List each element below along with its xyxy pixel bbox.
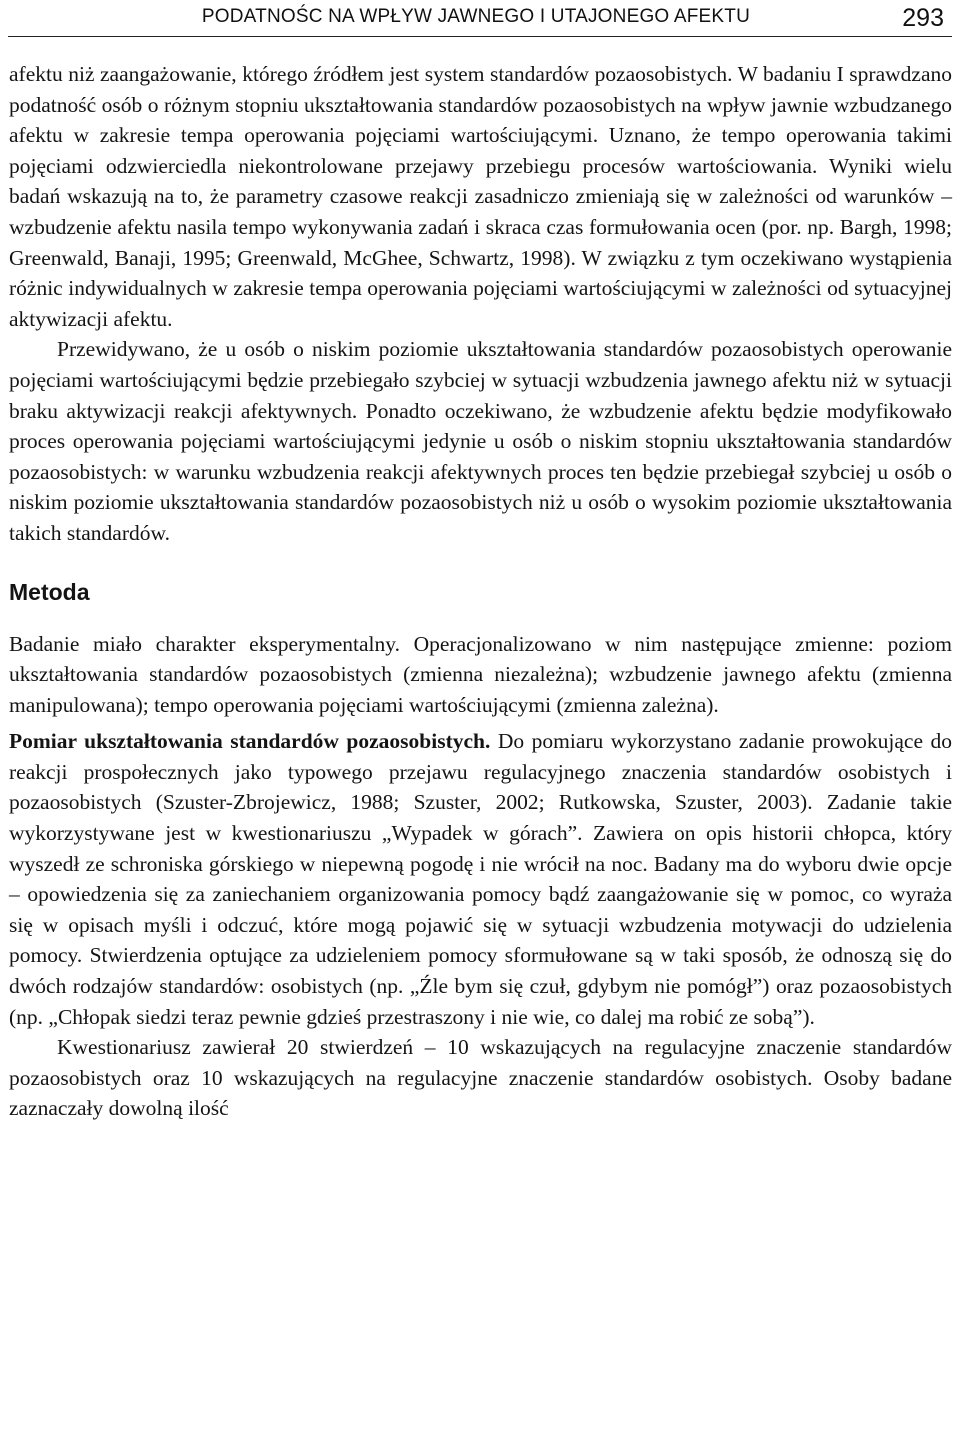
section-heading-method: Metoda <box>9 578 90 605</box>
paragraph-method-intro: Badanie miało charakter eksperymentalny. Operacjonalizowano w nim następujące zmienne: poziom ukształtowania standardów pozaosobistych (zmienna niezależna); wzbudzenie jawnego afektu (zmienna manipulowana); tempo operowania pojęciami wartościującymi (zmienna zależna). <box>9 631 952 717</box>
paragraph-questionnaire: Kwestionariusz zawierał 20 stwierdzeń – 10 wskazujących na regulacyjne znaczenie standardów pozaosobistych oraz 10 wskazujących na regulacyjne znaczenie standardów osobistych. Osoby badane zaznaczały dowolną ilość <box>9 1035 952 1121</box>
paragraph-hypotheses: Przewidywano, że u osób o niskim poziomie ukształtowania standardów pozaosobistych operowanie pojęciami wartościującymi będzie przebiegało szybciej w sytuacji wzbudzenia jawnego afektu niż w sytuacji braku aktywizacji reakcji afektywnych. Ponadto oczekiwano, że wzbudzenie afektu będzie modyfikowało proces operowania pojęciami wartościującymi jedynie u osób o niskim stopniu ukształtowania standardów pozaosobistych: w warunku wzbudzenia reakcji afektywnych proces ten będzie przebiegał szybciej u osób o niskim poziomie ukształtowania standardów pozaosobistych niż u osób o wysokim poziomie ukształtowania takich standardów. <box>9 337 952 545</box>
running-title: PODATNOŚC NA WPŁYW JAWNEGO I UTAJONEGO AFEKTU <box>201 6 750 27</box>
paragraph-measurement-text: Do pomiaru wykorzystano zadanie prowokujące do reakcji prospołecznych jako typowego przejawu regulacyjnego znaczenia standardów osobistych i pozaosobistych (Szuster-Zbrojewicz, 1988; Szuster, 2002; Rutkowska, Szuster, 2003). Zadanie takie wykorzystywane jest w kwestionariuszu „Wypadek w górach”. Zawiera on opis historii chłopca, który wyszedł ze schroniska górskiego w niepewną pogodę i nie wrócił na noc. Badany ma do wyboru dwie opcje – opowiedzenia się za zaniechaniem organizowania pomocy bądź zaangażowanie się w pomoc, co wyraża się w opisach myśli i odczuć, które mogą pojawić się w sytuacji wzbudzenia motywacji do udzielenia pomocy. Stwierdzenia optujące za udzieleniem pomocy sformułowane są w taki sposób, że odnoszą się do dwóch rodzajów standardów: osobistych (np. „Źle bym się czuł, gdybym nie pomógł”) oraz pozaosobistych (np. „Chłopak siedzi teraz pewnie gdzieś przestraszony i nie wie, co dalej ma robić ze sobą”). <box>9 729 952 1029</box>
paragraph-measurement <box>9 726 952 1032</box>
page-number: 293 <box>902 4 944 32</box>
run-in-heading-measurement: Pomiar ukształtowania standardów pozaosobistych. <box>9 729 491 754</box>
paragraph-continuation: afektu niż zaangażowanie, którego źródłem jest system standardów pozaosobistych. W badaniu I sprawdzano podatność osób o różnym stopniu ukształtowania standardów pozaosobistych na wpływ jawnie wzbudzanego afektu w zakresie tempa operowania pojęciami wartościującymi. Uznano, że tempo operowania takimi pojęciami odzwierciedla niekontrolowane przejawy przebiegu procesów wartościowania. Wyniki wielu badań wskazują na to, że parametry czasowe reakcji zasadniczo zmieniają się w zależności od warunków – wzbudzenie afektu nasila tempo wykonywania zadań i skraca czas formułowania ocen (por. np. Bargh, 1998; Greenwald, Banaji, 1995; Greenwald, McGhee, Schwartz, 1998). W związku z tym oczekiwano wystąpienia różnic indywidualnych w zakresie tempa operowania pojęciami wartościującymi w zależności od sytuacyjnej aktywizacji afektu. <box>9 62 952 331</box>
running-header <box>8 0 952 37</box>
body-text <box>9 59 952 1124</box>
